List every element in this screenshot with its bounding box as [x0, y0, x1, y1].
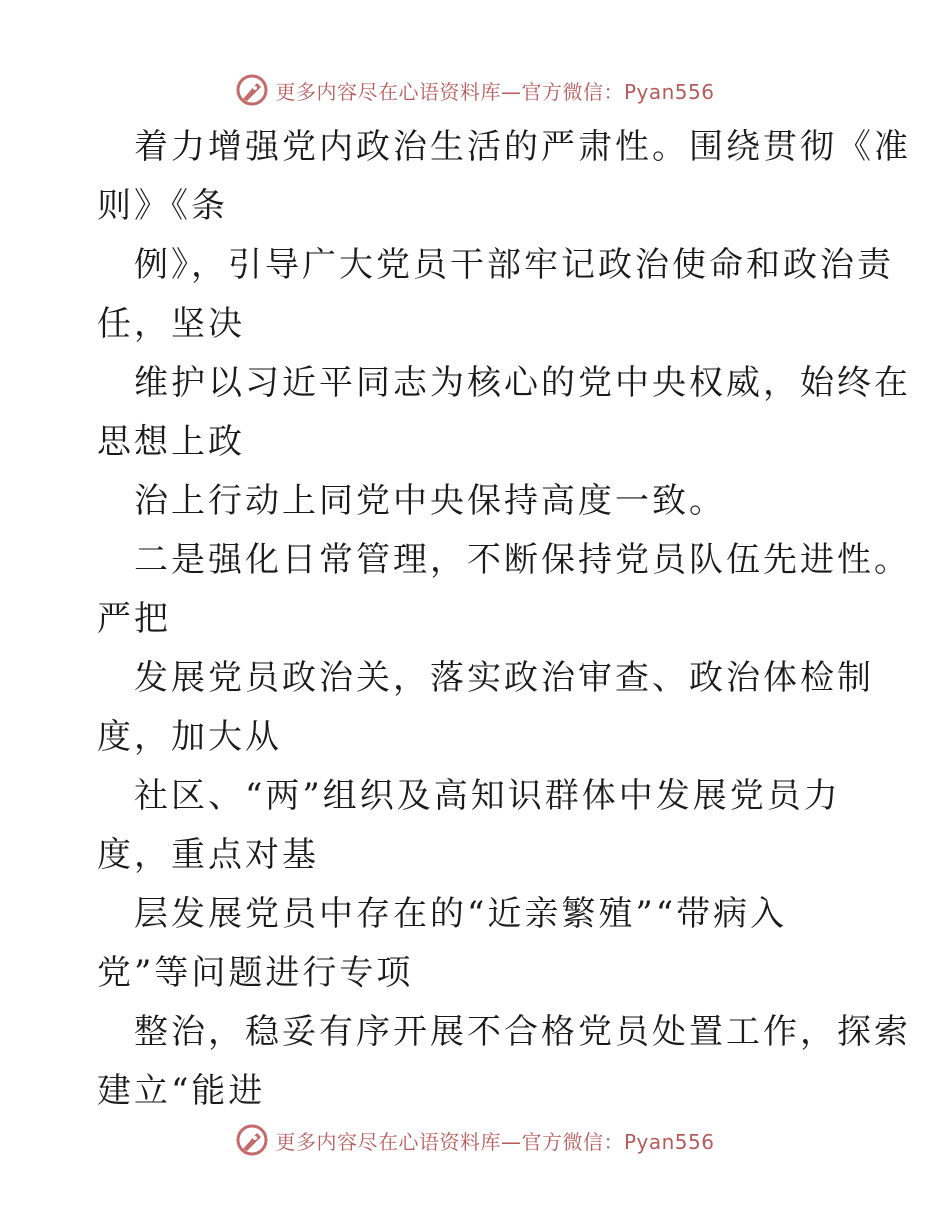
header-watermark: [0, 70, 950, 110]
body-line: 党”等问题进行专项: [97, 953, 414, 993]
pen-nib-logo-icon: [235, 73, 269, 107]
body-line: 二是强化日常管理，不断保持党员队伍先进性。: [134, 540, 911, 580]
body-line: 严把: [97, 599, 171, 639]
footer-watermark: [0, 1120, 950, 1160]
body-line: 维护以习近平同志为核心的党中央权威，始终在: [134, 363, 911, 403]
document-body: [0, 118, 950, 1121]
body-line: 思想上政: [97, 422, 245, 462]
body-line: 度，重点对基: [97, 835, 319, 875]
body-line: 发展党员政治关，落实政治审查、政治体检制: [134, 658, 874, 698]
body-line: 着力增强党内政治生活的严肃性。围绕贯彻《准: [134, 127, 911, 167]
footer-watermark-text: 更多内容尽在心语资料库—官方微信：Pyan556: [275, 1129, 715, 1154]
body-line: 整治，稳妥有序开展不合格党员处置工作，探索: [134, 1012, 911, 1052]
pen-nib-logo-icon: [235, 1123, 269, 1157]
header-watermark-text: 更多内容尽在心语资料库—官方微信：Pyan556: [275, 79, 715, 104]
body-line: 度，加大从: [97, 717, 282, 757]
body-line: 层发展党员中存在的“近亲繁殖”“带病入: [134, 894, 788, 934]
body-line: 则》《条: [97, 186, 228, 226]
body-line: 社区、“两”组织及高知识群体中发展党员力: [134, 776, 841, 816]
body-line: 建立“能进: [97, 1071, 266, 1111]
body-line: 例》，引导广大党员干部牢记政治使命和政治责: [134, 245, 894, 285]
body-line: 任，坚决: [97, 304, 245, 344]
body-line: 治上行动上同党中央保持高度一致。: [134, 481, 726, 521]
